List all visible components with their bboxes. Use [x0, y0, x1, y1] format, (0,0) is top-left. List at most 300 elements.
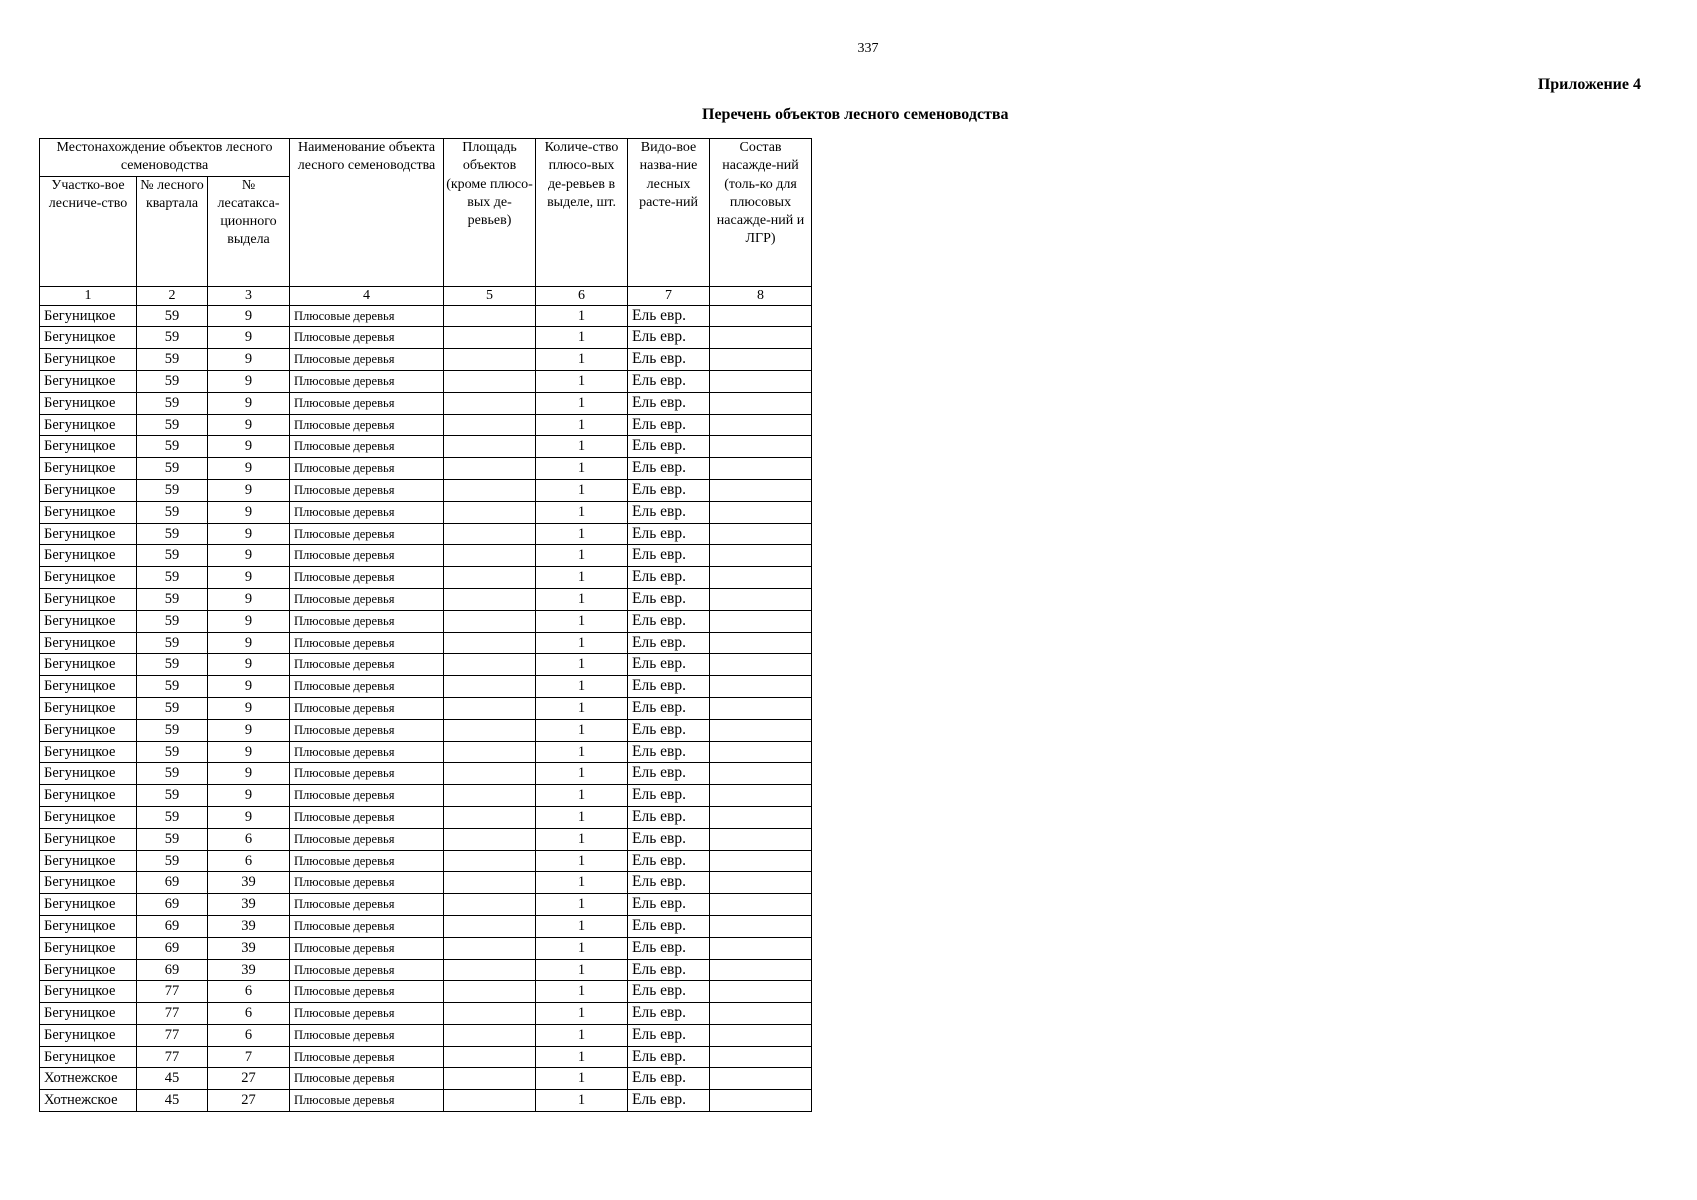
area-cell: [444, 349, 536, 371]
table-row: [40, 937, 812, 959]
object-name-cell: Плюсовые деревья: [290, 850, 444, 872]
forestry-cell: Бегуницкое: [40, 894, 137, 916]
species-cell: Ель евр.: [628, 785, 710, 807]
table-row: [40, 501, 812, 523]
area-cell: [444, 1024, 536, 1046]
quarter-cell: 59: [137, 545, 208, 567]
species-cell: Ель евр.: [628, 479, 710, 501]
composition-cell: [710, 981, 812, 1003]
forestry-cell: Бегуницкое: [40, 370, 137, 392]
header-location-group: Местонахождение объектов лесного семеноводства: [40, 139, 290, 177]
tree-count-cell: 1: [536, 545, 628, 567]
table-row: [40, 545, 812, 567]
composition-cell: [710, 697, 812, 719]
quarter-cell: 77: [137, 1003, 208, 1025]
area-cell: [444, 545, 536, 567]
column-number-row: [40, 286, 812, 305]
object-name-cell: Плюсовые деревья: [290, 676, 444, 698]
composition-cell: [710, 610, 812, 632]
allotment-cell: 9: [208, 567, 290, 589]
composition-cell: [710, 414, 812, 436]
allotment-cell: 39: [208, 937, 290, 959]
tree-count-cell: 1: [536, 872, 628, 894]
quarter-cell: 59: [137, 392, 208, 414]
table-row: [40, 1003, 812, 1025]
allotment-cell: 9: [208, 697, 290, 719]
object-name-cell: Плюсовые деревья: [290, 305, 444, 327]
table-row: [40, 763, 812, 785]
object-name-cell: Плюсовые деревья: [290, 981, 444, 1003]
area-cell: [444, 1003, 536, 1025]
allotment-cell: 27: [208, 1090, 290, 1112]
quarter-cell: 69: [137, 872, 208, 894]
composition-cell: [710, 676, 812, 698]
forestry-cell: Бегуницкое: [40, 937, 137, 959]
forestry-cell: Бегуницкое: [40, 850, 137, 872]
species-cell: Ель евр.: [628, 763, 710, 785]
tree-count-cell: 1: [536, 1068, 628, 1090]
quarter-cell: 59: [137, 654, 208, 676]
species-cell: Ель евр.: [628, 1068, 710, 1090]
table-row: [40, 610, 812, 632]
tree-count-cell: 1: [536, 741, 628, 763]
composition-cell: [710, 719, 812, 741]
tree-count-cell: 1: [536, 654, 628, 676]
appendix-label: Приложение 4: [1537, 76, 1641, 93]
table-row: [40, 828, 812, 850]
area-cell: [444, 872, 536, 894]
forestry-cell: Бегуницкое: [40, 632, 137, 654]
allotment-cell: 9: [208, 741, 290, 763]
composition-cell: [710, 806, 812, 828]
table-row: [40, 479, 812, 501]
object-name-cell: Плюсовые деревья: [290, 349, 444, 371]
object-name-cell: Плюсовые деревья: [290, 719, 444, 741]
area-cell: [444, 697, 536, 719]
tree-count-cell: 1: [536, 588, 628, 610]
allotment-cell: 6: [208, 981, 290, 1003]
header-col-2: № лесного квартала: [137, 176, 208, 286]
area-cell: [444, 806, 536, 828]
object-name-cell: Плюсовые деревья: [290, 458, 444, 480]
allotment-cell: 39: [208, 959, 290, 981]
forestry-cell: Бегуницкое: [40, 414, 137, 436]
species-cell: Ель евр.: [628, 915, 710, 937]
tree-count-cell: 1: [536, 567, 628, 589]
allotment-cell: 9: [208, 719, 290, 741]
page-number: 337: [857, 41, 879, 56]
header-col-3: № лесатакса-ционного выдела: [208, 176, 290, 286]
tree-count-cell: 1: [536, 1046, 628, 1068]
species-cell: Ель евр.: [628, 981, 710, 1003]
composition-cell: [710, 327, 812, 349]
area-cell: [444, 937, 536, 959]
quarter-cell: 59: [137, 479, 208, 501]
tree-count-cell: 1: [536, 894, 628, 916]
object-name-cell: Плюсовые деревья: [290, 392, 444, 414]
table-row: [40, 872, 812, 894]
composition-cell: [710, 1068, 812, 1090]
forestry-cell: Бегуницкое: [40, 1003, 137, 1025]
area-cell: [444, 719, 536, 741]
composition-cell: [710, 915, 812, 937]
species-cell: Ель евр.: [628, 828, 710, 850]
species-cell: Ель евр.: [628, 872, 710, 894]
quarter-cell: 59: [137, 414, 208, 436]
area-cell: [444, 894, 536, 916]
tree-count-cell: 1: [536, 828, 628, 850]
table-row: [40, 1046, 812, 1068]
object-name-cell: Плюсовые деревья: [290, 588, 444, 610]
table-row: [40, 806, 812, 828]
species-cell: Ель евр.: [628, 414, 710, 436]
composition-cell: [710, 436, 812, 458]
allotment-cell: 39: [208, 915, 290, 937]
quarter-cell: 59: [137, 523, 208, 545]
forestry-cell: Хотнежское: [40, 1068, 137, 1090]
area-cell: [444, 610, 536, 632]
table-row: [40, 588, 812, 610]
table-row: [40, 1024, 812, 1046]
quarter-cell: 59: [137, 632, 208, 654]
quarter-cell: 69: [137, 959, 208, 981]
species-cell: Ель евр.: [628, 1090, 710, 1112]
species-cell: Ель евр.: [628, 545, 710, 567]
composition-cell: [710, 632, 812, 654]
table-header: [40, 139, 812, 306]
area-cell: [444, 392, 536, 414]
quarter-cell: 59: [137, 806, 208, 828]
quarter-cell: 59: [137, 349, 208, 371]
allotment-cell: 7: [208, 1046, 290, 1068]
species-cell: Ель евр.: [628, 850, 710, 872]
header-col-5: Площадь объектов (кроме плюсо-вых де-ревьев): [444, 139, 536, 287]
table-row: [40, 654, 812, 676]
object-name-cell: Плюсовые деревья: [290, 894, 444, 916]
table-row: [40, 1090, 812, 1112]
quarter-cell: 59: [137, 327, 208, 349]
species-cell: Ель евр.: [628, 806, 710, 828]
forestry-cell: Бегуницкое: [40, 458, 137, 480]
allotment-cell: 6: [208, 828, 290, 850]
area-cell: [444, 523, 536, 545]
tree-count-cell: 1: [536, 327, 628, 349]
composition-cell: [710, 872, 812, 894]
area-cell: [444, 915, 536, 937]
quarter-cell: 59: [137, 697, 208, 719]
tree-count-cell: 1: [536, 806, 628, 828]
forestry-cell: Бегуницкое: [40, 479, 137, 501]
object-name-cell: Плюсовые деревья: [290, 763, 444, 785]
table-row: [40, 1068, 812, 1090]
forestry-cell: Бегуницкое: [40, 719, 137, 741]
column-number: 1: [40, 286, 137, 305]
object-name-cell: Плюсовые деревья: [290, 479, 444, 501]
composition-cell: [710, 523, 812, 545]
allotment-cell: 9: [208, 610, 290, 632]
object-name-cell: Плюсовые деревья: [290, 414, 444, 436]
quarter-cell: 59: [137, 676, 208, 698]
tree-count-cell: 1: [536, 850, 628, 872]
composition-cell: [710, 349, 812, 371]
object-name-cell: Плюсовые деревья: [290, 436, 444, 458]
composition-cell: [710, 305, 812, 327]
forestry-cell: Бегуницкое: [40, 806, 137, 828]
forestry-cell: Бегуницкое: [40, 1024, 137, 1046]
species-cell: Ель евр.: [628, 632, 710, 654]
composition-cell: [710, 1090, 812, 1112]
allotment-cell: 9: [208, 392, 290, 414]
tree-count-cell: 1: [536, 349, 628, 371]
quarter-cell: 59: [137, 741, 208, 763]
composition-cell: [710, 741, 812, 763]
allotment-cell: 9: [208, 523, 290, 545]
species-cell: Ель евр.: [628, 676, 710, 698]
quarter-cell: 59: [137, 763, 208, 785]
area-cell: [444, 588, 536, 610]
object-name-cell: Плюсовые деревья: [290, 828, 444, 850]
tree-count-cell: 1: [536, 632, 628, 654]
object-name-cell: Плюсовые деревья: [290, 545, 444, 567]
column-number: 5: [444, 286, 536, 305]
table-row: [40, 305, 812, 327]
table-body: [40, 305, 812, 1111]
object-name-cell: Плюсовые деревья: [290, 1046, 444, 1068]
area-cell: [444, 305, 536, 327]
quarter-cell: 59: [137, 370, 208, 392]
forestry-cell: Бегуницкое: [40, 697, 137, 719]
column-number: 3: [208, 286, 290, 305]
composition-cell: [710, 392, 812, 414]
allotment-cell: 9: [208, 327, 290, 349]
area-cell: [444, 1046, 536, 1068]
forestry-cell: Бегуницкое: [40, 676, 137, 698]
allotment-cell: 9: [208, 305, 290, 327]
quarter-cell: 59: [137, 588, 208, 610]
quarter-cell: 69: [137, 937, 208, 959]
composition-cell: [710, 937, 812, 959]
table-row: [40, 741, 812, 763]
table-row: [40, 436, 812, 458]
object-name-cell: Плюсовые деревья: [290, 610, 444, 632]
object-name-cell: Плюсовые деревья: [290, 1090, 444, 1112]
object-name-cell: Плюсовые деревья: [290, 937, 444, 959]
species-cell: Ель евр.: [628, 305, 710, 327]
tree-count-cell: 1: [536, 719, 628, 741]
column-number: 2: [137, 286, 208, 305]
composition-cell: [710, 1003, 812, 1025]
quarter-cell: 45: [137, 1068, 208, 1090]
quarter-cell: 77: [137, 1024, 208, 1046]
species-cell: Ель евр.: [628, 741, 710, 763]
table-row: [40, 719, 812, 741]
allotment-cell: 9: [208, 436, 290, 458]
document-title: Перечень объектов лесного семеноводства: [702, 106, 1009, 123]
species-cell: Ель евр.: [628, 436, 710, 458]
allotment-cell: 9: [208, 785, 290, 807]
table-row: [40, 370, 812, 392]
allotment-cell: 9: [208, 479, 290, 501]
species-cell: Ель евр.: [628, 719, 710, 741]
quarter-cell: 77: [137, 1046, 208, 1068]
table-row: [40, 414, 812, 436]
tree-count-cell: 1: [536, 501, 628, 523]
object-name-cell: Плюсовые деревья: [290, 872, 444, 894]
header-col-7: Видо-вое назва-ние лесных расте-ний: [628, 139, 710, 287]
species-cell: Ель евр.: [628, 1003, 710, 1025]
table-row: [40, 392, 812, 414]
allotment-cell: 9: [208, 806, 290, 828]
column-number: 6: [536, 286, 628, 305]
composition-cell: [710, 959, 812, 981]
tree-count-cell: 1: [536, 697, 628, 719]
object-name-cell: Плюсовые деревья: [290, 697, 444, 719]
tree-count-cell: 1: [536, 981, 628, 1003]
forestry-cell: Бегуницкое: [40, 305, 137, 327]
object-name-cell: Плюсовые деревья: [290, 1068, 444, 1090]
forestry-cell: Бегуницкое: [40, 741, 137, 763]
tree-count-cell: 1: [536, 1090, 628, 1112]
area-cell: [444, 981, 536, 1003]
object-name-cell: Плюсовые деревья: [290, 1024, 444, 1046]
species-cell: Ель евр.: [628, 392, 710, 414]
object-name-cell: Плюсовые деревья: [290, 806, 444, 828]
area-cell: [444, 479, 536, 501]
forestry-cell: Бегуницкое: [40, 567, 137, 589]
forestry-cell: Бегуницкое: [40, 436, 137, 458]
allotment-cell: 9: [208, 349, 290, 371]
object-name-cell: Плюсовые деревья: [290, 632, 444, 654]
species-cell: Ель евр.: [628, 588, 710, 610]
composition-cell: [710, 545, 812, 567]
forestry-cell: Бегуницкое: [40, 392, 137, 414]
tree-count-cell: 1: [536, 523, 628, 545]
allotment-cell: 6: [208, 1024, 290, 1046]
object-name-cell: Плюсовые деревья: [290, 501, 444, 523]
tree-count-cell: 1: [536, 436, 628, 458]
forestry-cell: Бегуницкое: [40, 654, 137, 676]
composition-cell: [710, 785, 812, 807]
tree-count-cell: 1: [536, 915, 628, 937]
species-cell: Ель евр.: [628, 1024, 710, 1046]
composition-cell: [710, 850, 812, 872]
species-cell: Ель евр.: [628, 697, 710, 719]
forestry-cell: Бегуницкое: [40, 545, 137, 567]
tree-count-cell: 1: [536, 392, 628, 414]
allotment-cell: 9: [208, 588, 290, 610]
species-cell: Ель евр.: [628, 501, 710, 523]
forestry-cell: Бегуницкое: [40, 915, 137, 937]
area-cell: [444, 1068, 536, 1090]
table-row: [40, 850, 812, 872]
table-row: [40, 327, 812, 349]
forestry-cell: Бегуницкое: [40, 327, 137, 349]
forestry-cell: Бегуницкое: [40, 828, 137, 850]
table-row: [40, 959, 812, 981]
area-cell: [444, 632, 536, 654]
object-name-cell: Плюсовые деревья: [290, 741, 444, 763]
composition-cell: [710, 763, 812, 785]
quarter-cell: 59: [137, 501, 208, 523]
area-cell: [444, 458, 536, 480]
table-row: [40, 523, 812, 545]
area-cell: [444, 654, 536, 676]
allotment-cell: 6: [208, 850, 290, 872]
composition-cell: [710, 370, 812, 392]
area-cell: [444, 436, 536, 458]
table-row: [40, 697, 812, 719]
allotment-cell: 9: [208, 763, 290, 785]
forestry-cell: Бегуницкое: [40, 981, 137, 1003]
composition-cell: [710, 1024, 812, 1046]
allotment-cell: 39: [208, 872, 290, 894]
area-cell: [444, 676, 536, 698]
species-cell: Ель евр.: [628, 327, 710, 349]
quarter-cell: 59: [137, 436, 208, 458]
table-row: [40, 785, 812, 807]
object-name-cell: Плюсовые деревья: [290, 567, 444, 589]
object-name-cell: Плюсовые деревья: [290, 959, 444, 981]
species-cell: Ель евр.: [628, 567, 710, 589]
area-cell: [444, 828, 536, 850]
area-cell: [444, 763, 536, 785]
tree-count-cell: 1: [536, 414, 628, 436]
tree-count-cell: 1: [536, 458, 628, 480]
tree-count-cell: 1: [536, 785, 628, 807]
allotment-cell: 9: [208, 414, 290, 436]
species-cell: Ель евр.: [628, 937, 710, 959]
area-cell: [444, 785, 536, 807]
forestry-cell: Бегуницкое: [40, 588, 137, 610]
header-col-8: Состав насажде-ний (толь-ко для плюсовых насажде-ний и ЛГР): [710, 139, 812, 287]
tree-count-cell: 1: [536, 370, 628, 392]
tree-count-cell: 1: [536, 763, 628, 785]
tree-count-cell: 1: [536, 676, 628, 698]
species-cell: Ель евр.: [628, 349, 710, 371]
tree-count-cell: 1: [536, 937, 628, 959]
species-cell: Ель евр.: [628, 654, 710, 676]
species-cell: Ель евр.: [628, 458, 710, 480]
table-row: [40, 981, 812, 1003]
table-row: [40, 915, 812, 937]
quarter-cell: 59: [137, 567, 208, 589]
object-name-cell: Плюсовые деревья: [290, 370, 444, 392]
tree-count-cell: 1: [536, 959, 628, 981]
composition-cell: [710, 894, 812, 916]
species-cell: Ель евр.: [628, 523, 710, 545]
table-row: [40, 632, 812, 654]
header-col-4: Наименование объекта лесного семеноводства: [290, 139, 444, 287]
tree-count-cell: 1: [536, 1003, 628, 1025]
quarter-cell: 59: [137, 850, 208, 872]
forestry-cell: Бегуницкое: [40, 523, 137, 545]
quarter-cell: 59: [137, 719, 208, 741]
quarter-cell: 77: [137, 981, 208, 1003]
quarter-cell: 59: [137, 305, 208, 327]
composition-cell: [710, 479, 812, 501]
species-cell: Ель евр.: [628, 610, 710, 632]
area-cell: [444, 414, 536, 436]
forestry-cell: Бегуницкое: [40, 1046, 137, 1068]
composition-cell: [710, 458, 812, 480]
forestry-cell: Бегуницкое: [40, 610, 137, 632]
object-name-cell: Плюсовые деревья: [290, 1003, 444, 1025]
composition-cell: [710, 567, 812, 589]
area-cell: [444, 959, 536, 981]
tree-count-cell: 1: [536, 479, 628, 501]
table-row: [40, 567, 812, 589]
composition-cell: [710, 588, 812, 610]
